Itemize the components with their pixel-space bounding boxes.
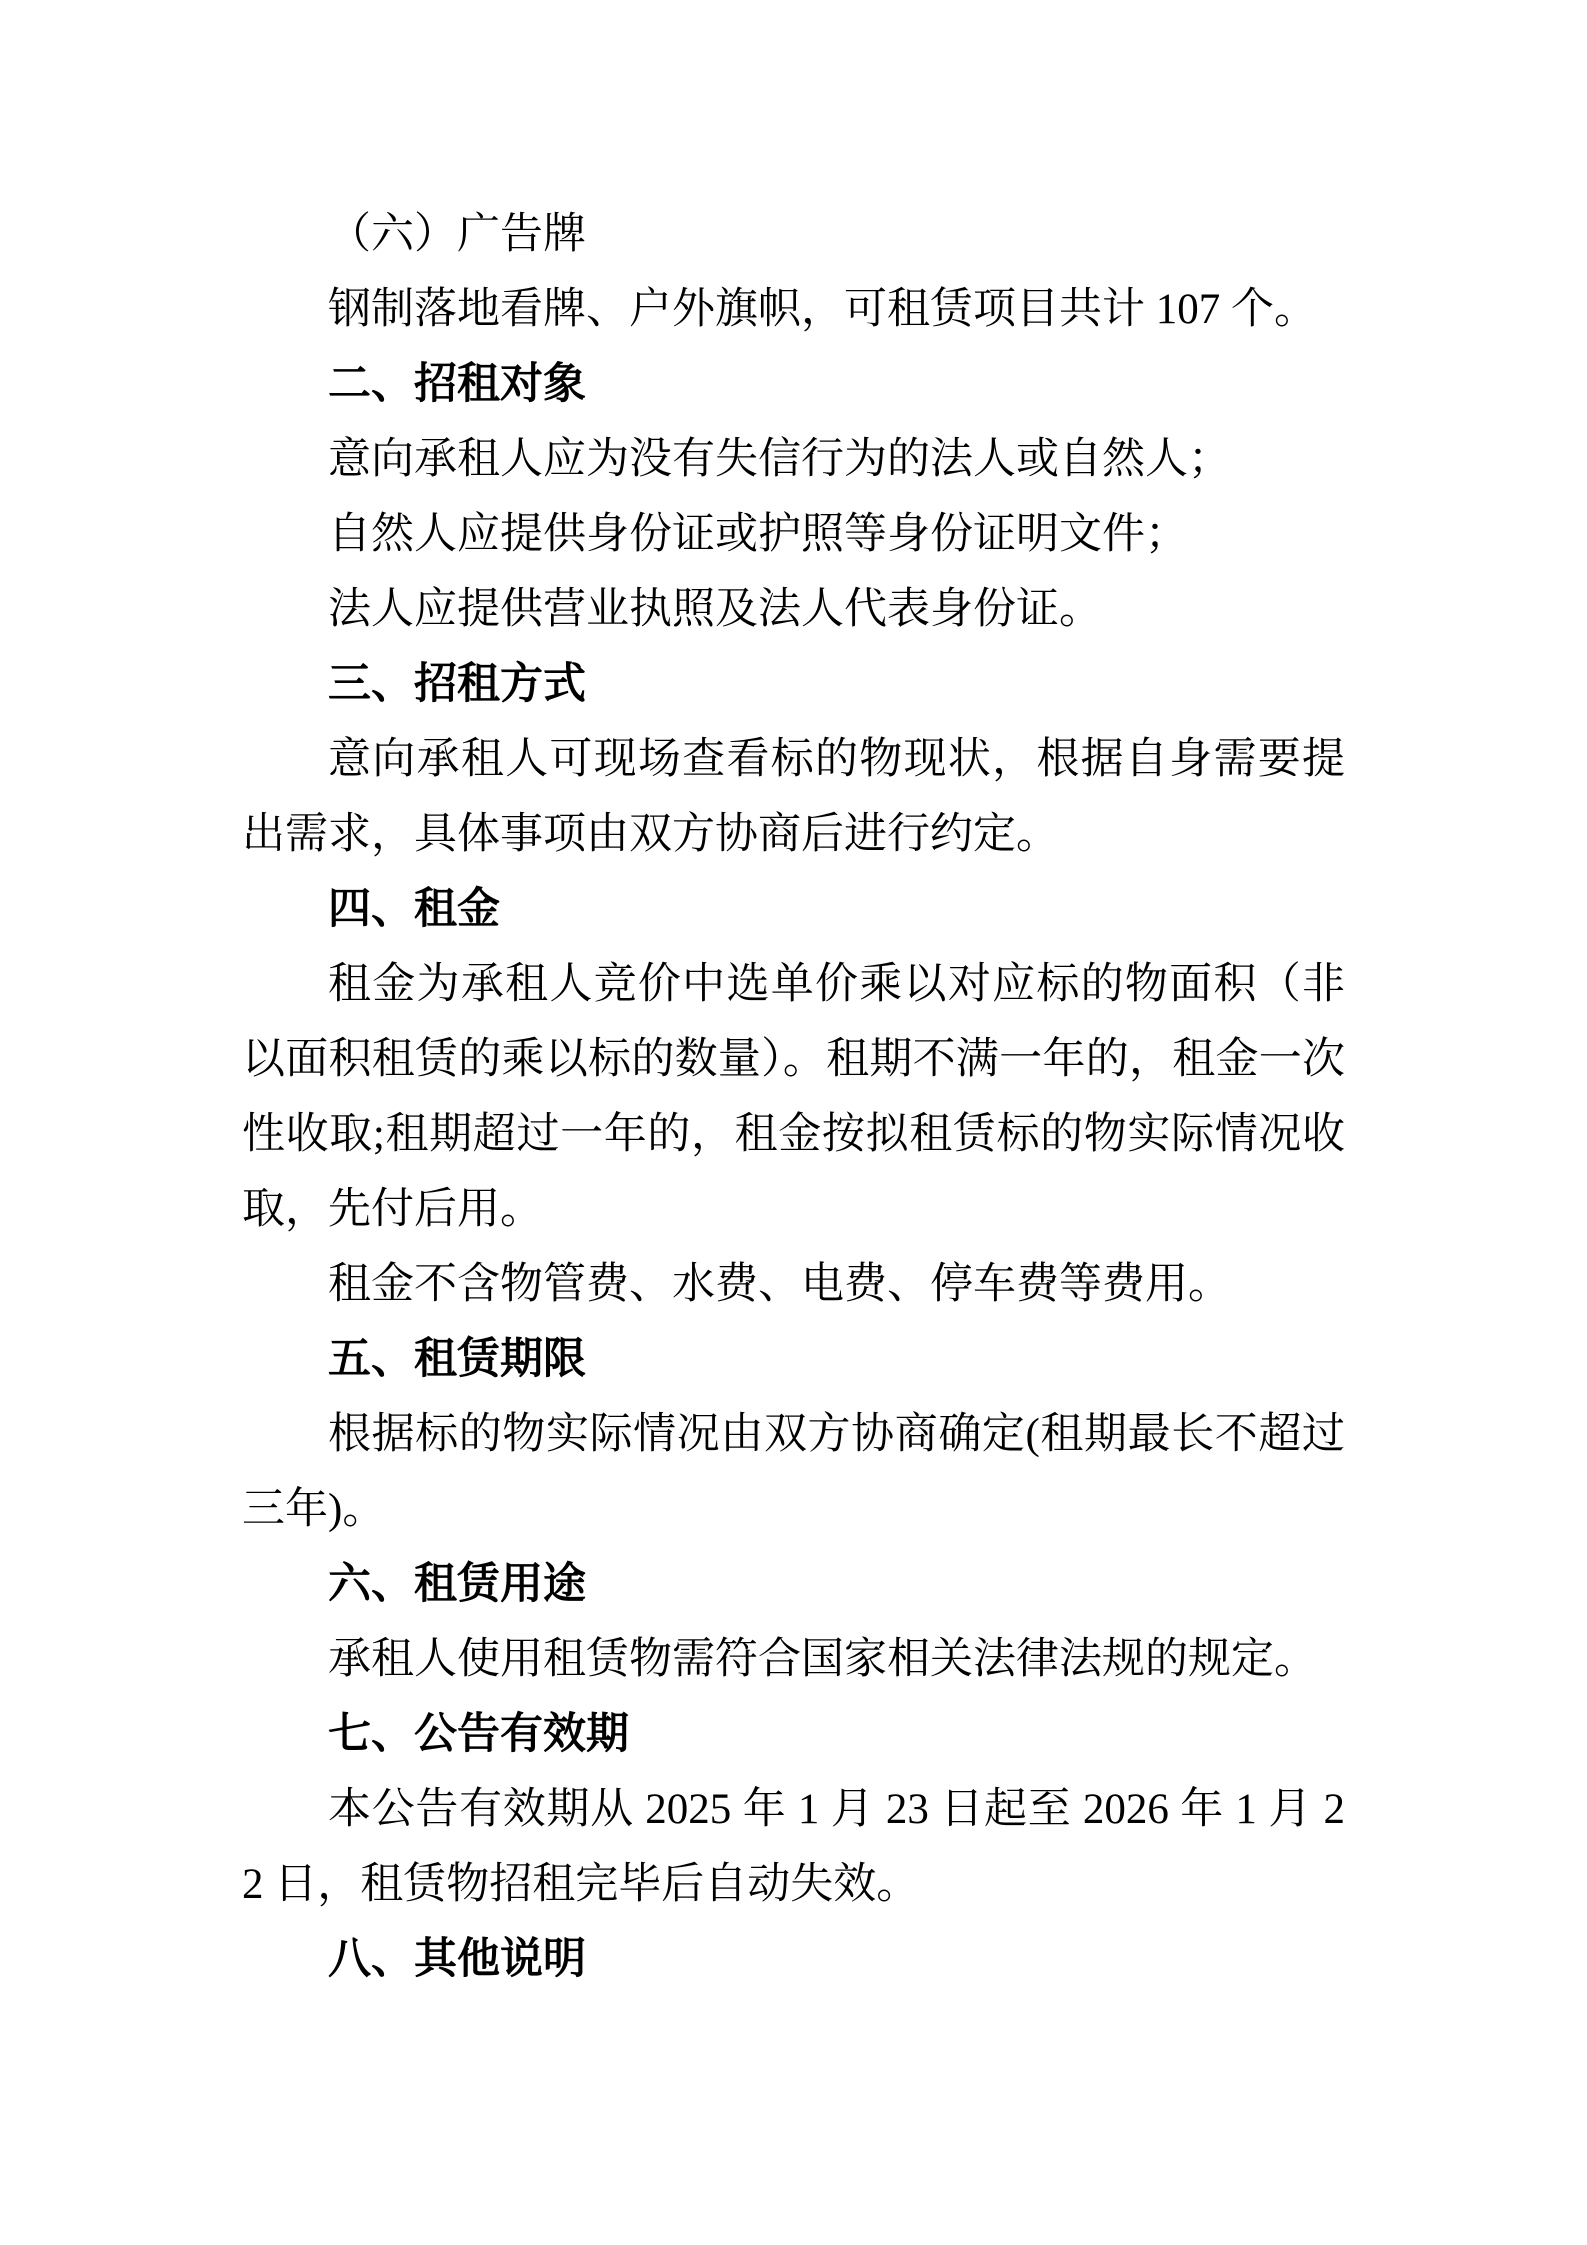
subheading-item-6-ad-board: （六）广告牌 — [328, 211, 586, 258]
heading-4-rent: 四、租金 — [328, 885, 500, 933]
para-validity-period-description: 本公告有效期从 2025 年 1 月 23 日起至 2026 年 1 月 22 日，租赁物招租完毕后自动失效。 — [242, 1786, 1345, 1908]
document-content — [242, 197, 1345, 1997]
heading-8-other-notes: 八、其他说明 — [328, 1935, 586, 1983]
para-lease-term-description: 根据标的物实际情况由双方协商确定(租期最长不超过三年)。 — [242, 1411, 1345, 1533]
para-tenant-credit-requirement: 意向承租人应为没有失信行为的法人或自然人； — [328, 436, 1231, 483]
heading-5-lease-term: 五、租赁期限 — [328, 1335, 586, 1383]
para-legal-person-documents: 法人应提供营业执照及法人代表身份证。 — [328, 586, 1102, 633]
heading-7-validity-period: 七、公告有效期 — [328, 1710, 629, 1758]
para-rent-exclusions: 租金不含物管费、水费、电费、停车费等费用。 — [328, 1261, 1231, 1308]
heading-2-rental-targets: 二、招租对象 — [328, 360, 586, 408]
para-ad-board-description: 钢制落地看牌、户外旗帜，可租赁项目共计 107 个。 — [328, 286, 1317, 333]
para-natural-person-documents: 自然人应提供身份证或护照等身份证明文件； — [328, 511, 1188, 558]
para-rental-method-description: 意向承租人可现场查看标的物现状，根据自身需要提出需求，具体事项由双方协商后进行约定。 — [242, 736, 1345, 858]
para-rent-calculation: 租金为承租人竞价中选单价乘以对应标的物面积（非以面积租赁的乘以标的数量）。租期不满一年的，租金一次性收取;租期超过一年的，租金按拟租赁标的物实际情况收取，先付后用。 — [242, 961, 1345, 1233]
heading-3-rental-method: 三、招租方式 — [328, 660, 586, 708]
heading-6-lease-use: 六、租赁用途 — [328, 1560, 586, 1608]
para-lease-use-description: 承租人使用租赁物需符合国家相关法律法规的规定。 — [328, 1636, 1317, 1683]
